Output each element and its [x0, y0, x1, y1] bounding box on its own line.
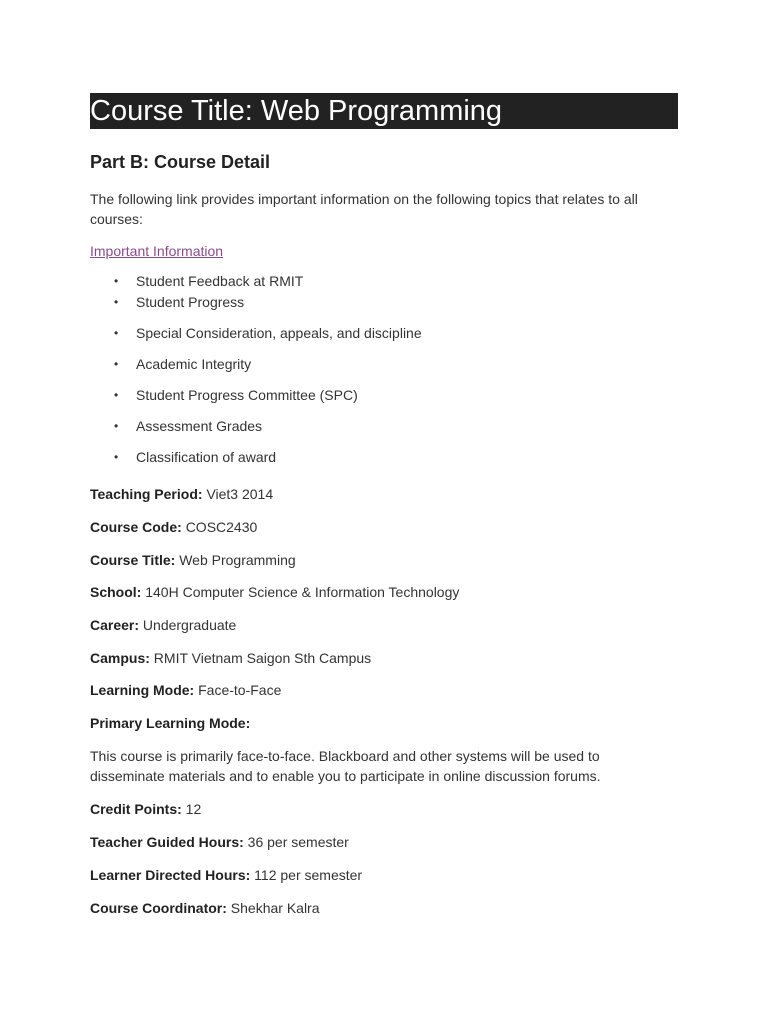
primary-learning-mode-field: Primary Learning Mode:: [90, 715, 251, 731]
important-information-link[interactable]: Important Information: [90, 243, 224, 259]
bullet-icon: •: [114, 450, 119, 464]
teacher-guided-hours-field: Teacher Guided Hours: 36 per semester: [90, 834, 349, 850]
course-coordinator-field: Course Coordinator: Shekhar Kalra: [90, 900, 320, 916]
bullet-icon: •: [114, 419, 119, 433]
campus-field: Campus: RMIT Vietnam Saigon Sth Campus: [90, 650, 372, 666]
bullet-icon: •: [114, 295, 119, 309]
bullet-icon: •: [114, 388, 119, 402]
list-item: • Academic Integrity: [114, 356, 252, 372]
topics-list: [90, 271, 678, 467]
learning-mode-field: Learning Mode: Face-to-Face: [90, 682, 282, 698]
career-field: Career: Undergraduate: [90, 617, 237, 633]
bullet-icon: •: [114, 357, 119, 371]
credit-points-field: Credit Points: 12: [90, 801, 202, 817]
list-item: • Student Feedback at RMIT: [114, 273, 304, 289]
list-item: • Special Consideration, appeals, and discipline: [114, 325, 422, 341]
teaching-period-field: Teaching Period: Viet3 2014: [90, 486, 274, 502]
list-item: • Student Progress: [114, 294, 245, 310]
learner-directed-hours-field: Learner Directed Hours: 112 per semester: [90, 867, 363, 883]
course-code-field: Course Code: COSC2430: [90, 519, 258, 535]
page-title: Course Title: Web Programming: [90, 93, 678, 129]
section-heading: Part B: Course Detail: [90, 152, 271, 172]
list-item: • Assessment Grades: [114, 418, 263, 434]
intro-paragraph: The following link provides important information on the following topics that relates to all courses:: [90, 191, 638, 227]
school-field: School: 140H Computer Science & Information Technology: [90, 584, 460, 600]
list-item: • Student Progress Committee (SPC): [114, 387, 358, 403]
list-item: • Classification of award: [114, 449, 277, 465]
course-title-field: Course Title: Web Programming: [90, 552, 296, 568]
document-page: [90, 93, 678, 918]
primary-mode-description: This course is primarily face-to-face. Blackboard and other systems will be used to disseminate materials and to enable you to participate in online discussion forums.: [90, 748, 601, 784]
bullet-icon: •: [114, 326, 119, 340]
bullet-icon: •: [114, 274, 119, 288]
